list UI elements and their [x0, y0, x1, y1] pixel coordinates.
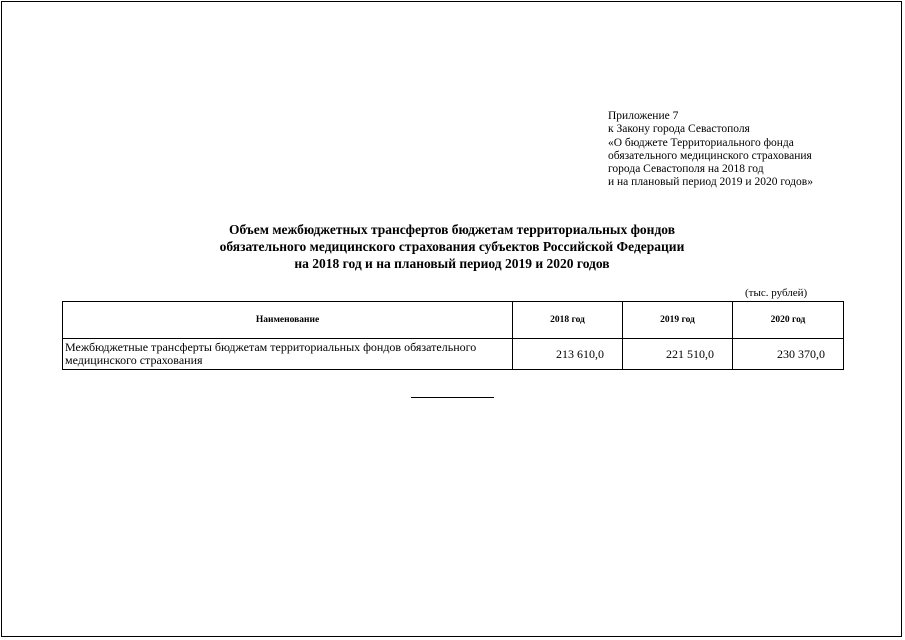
value-2020-cell: 230 370,0 — [733, 339, 844, 370]
appendix-line: «О бюджете Территориального фонда — [608, 136, 794, 149]
column-header-2018: 2018 год — [513, 302, 623, 339]
column-header-2020: 2020 год — [733, 302, 844, 339]
transfers-table — [62, 301, 844, 370]
appendix-line: и на плановый период 2019 и 2020 годов» — [608, 176, 813, 189]
appendix-line: Приложение 7 — [608, 110, 679, 122]
column-header-name: Наименование — [63, 302, 513, 339]
title-line: Объем межбюджетных трансфертов бюджетам территориальных фондов — [229, 222, 675, 237]
appendix-block — [608, 110, 813, 190]
column-header-2019: 2019 год — [623, 302, 733, 339]
table-row — [63, 339, 844, 370]
table-header-row — [63, 302, 844, 339]
document-title — [62, 221, 842, 272]
appendix-line: города Севастополя на 2018 год — [608, 163, 764, 176]
title-line: на 2018 год и на плановый период 2019 и 2020 годов — [294, 256, 610, 271]
row-name-cell: Межбюджетные трансферты бюджетам территориальных фондов обязательного медицинского страхования — [63, 339, 513, 370]
value-2018-cell: 213 610,0 — [513, 339, 623, 370]
appendix-line: обязательного медицинского страхования — [608, 149, 812, 162]
units-label: (тыс. рублей) — [745, 287, 808, 299]
value-2019-cell: 221 510,0 — [623, 339, 733, 370]
title-line: обязательного медицинского страхования субъектов Российской Федерации — [219, 239, 685, 254]
end-separator-line — [411, 397, 494, 398]
appendix-line: к Закону города Севастополя — [608, 123, 750, 136]
